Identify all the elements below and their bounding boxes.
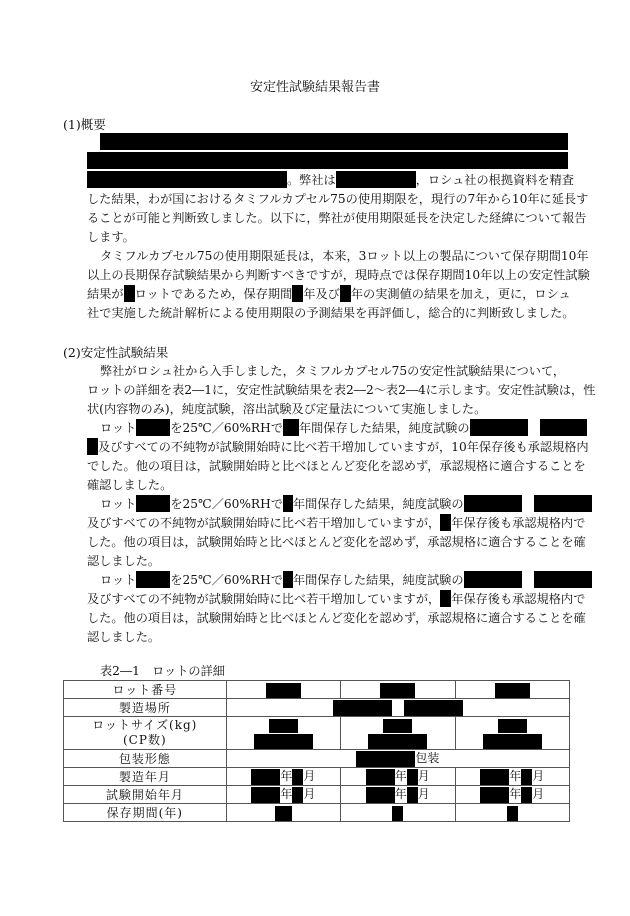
document-title: 安定性試験結果報告書 bbox=[249, 80, 380, 95]
redaction bbox=[464, 495, 522, 512]
text: 年 bbox=[394, 787, 407, 802]
row-label: 製造年月 bbox=[64, 768, 227, 786]
redaction bbox=[521, 769, 532, 785]
text: ロット bbox=[100, 497, 137, 511]
redaction bbox=[534, 495, 592, 512]
text-line: 認しました。 bbox=[87, 630, 161, 644]
text-line: 弊社がロシュ社から入手しました，タミフルカプセル75の安定性試験結果について， bbox=[100, 364, 566, 378]
redaction bbox=[136, 419, 170, 436]
redacted-line bbox=[87, 152, 568, 171]
redaction bbox=[464, 571, 522, 588]
text-line: 認しました。 bbox=[87, 554, 161, 568]
text-line bbox=[87, 590, 586, 609]
section-heading-overview: (1)概要 bbox=[63, 117, 106, 132]
cell bbox=[455, 717, 569, 750]
cell bbox=[341, 804, 455, 822]
redaction bbox=[498, 719, 527, 733]
text: 月 bbox=[417, 769, 430, 784]
redaction bbox=[336, 171, 416, 188]
text-line bbox=[87, 171, 574, 190]
redaction bbox=[124, 285, 135, 302]
text: ロット bbox=[100, 421, 137, 435]
text: 年 bbox=[280, 787, 293, 802]
text: 及びすべての不純物が試験開始時に比べ若干増加していますが，10年保存後も承認規格内 bbox=[98, 440, 589, 454]
redaction bbox=[340, 285, 351, 302]
text: 及びすべての不純物が試験開始時に比べ若干増加していますが， bbox=[87, 516, 441, 530]
redaction bbox=[269, 719, 298, 733]
text: 年の実測値の結果を加え，更に，ロシュ bbox=[350, 287, 571, 301]
text: 年 bbox=[394, 769, 407, 784]
table-row bbox=[64, 699, 570, 717]
text: ロットであるため，保存期間 bbox=[134, 287, 293, 301]
table-row bbox=[64, 804, 570, 822]
redaction bbox=[380, 683, 415, 698]
cell bbox=[226, 681, 340, 699]
cell bbox=[455, 768, 569, 786]
text-line: した。他の項目は，試験開始時と比べほとんど変化を認めず，承認規格に適合することを確 bbox=[87, 611, 586, 625]
redaction bbox=[495, 683, 530, 698]
cell bbox=[226, 768, 340, 786]
text: 年及び bbox=[303, 287, 340, 301]
text: 年間保存した結果，純度試験の bbox=[298, 421, 470, 435]
text: 年 bbox=[509, 769, 522, 784]
row-label: 包装形態 bbox=[64, 750, 227, 768]
table-row bbox=[64, 717, 570, 750]
table-row bbox=[64, 750, 570, 768]
label-line: (CP数) bbox=[123, 733, 167, 747]
redaction bbox=[404, 700, 463, 716]
text: 月 bbox=[303, 787, 316, 802]
table-row bbox=[64, 768, 570, 786]
text-line bbox=[100, 571, 568, 590]
text: 月 bbox=[532, 769, 545, 784]
cell bbox=[341, 768, 455, 786]
text: 。弊社は bbox=[287, 173, 336, 187]
redaction bbox=[383, 719, 412, 733]
redaction bbox=[368, 734, 427, 749]
redaction bbox=[407, 769, 418, 785]
redaction bbox=[521, 787, 532, 803]
redaction bbox=[275, 806, 292, 821]
redaction bbox=[480, 769, 509, 785]
redaction bbox=[480, 787, 509, 803]
text-line: ロットの詳細を表2―1に，安定性試験結果を表2―2～表2―4に示します。安定性試験は，性 bbox=[87, 383, 596, 397]
redaction bbox=[392, 806, 403, 821]
text: 月 bbox=[532, 787, 545, 802]
redaction bbox=[440, 590, 451, 607]
text-line bbox=[100, 495, 568, 514]
text: 年保存後も承認規格内で bbox=[451, 516, 586, 530]
text: ロット bbox=[100, 573, 137, 587]
cell bbox=[455, 681, 569, 699]
lot-details-table bbox=[63, 680, 570, 822]
table-caption: 表2―1 ロットの詳細 bbox=[100, 664, 225, 678]
text-line bbox=[87, 438, 589, 457]
row-label: 製造場所 bbox=[64, 699, 227, 717]
text-line: でした。他の項目は，試験開始時と比べほとんど変化を認めず，承認規格に適合することを bbox=[87, 459, 586, 473]
cell bbox=[226, 750, 569, 768]
redaction bbox=[251, 769, 280, 785]
text: 年間保存した結果，純度試験の bbox=[292, 497, 464, 511]
redaction bbox=[534, 571, 592, 588]
redaction bbox=[440, 514, 451, 531]
redaction bbox=[356, 751, 415, 767]
redaction bbox=[470, 419, 528, 436]
text-line: 以上の長期保存試験結果から判断すべきですが，現時点では保存期間10年以上の安定性試験 bbox=[87, 268, 590, 282]
label-line: ロットサイズ(kg) bbox=[92, 718, 198, 732]
redaction bbox=[136, 495, 170, 512]
cell bbox=[341, 681, 455, 699]
redaction bbox=[292, 769, 303, 785]
redacted-line bbox=[100, 133, 568, 152]
text-line: します。 bbox=[87, 230, 135, 244]
text: を25℃／60%RHで bbox=[170, 421, 283, 435]
text: 月 bbox=[303, 769, 316, 784]
text: を25℃／60%RHで bbox=[170, 497, 283, 511]
text-line: ることが可能と判断致しました。以下に，弊社が使用期限延長を決定した経緯について報告 bbox=[87, 211, 587, 225]
redaction bbox=[283, 419, 299, 436]
redaction bbox=[87, 438, 98, 455]
text-line bbox=[100, 419, 568, 438]
redaction bbox=[87, 152, 568, 169]
text-line: タミフルカプセル75の使用期限延長は，本来，3ロット以上の製品について保存期間10年 bbox=[100, 249, 589, 263]
table-row bbox=[64, 786, 570, 804]
redaction bbox=[266, 683, 301, 698]
redaction bbox=[366, 769, 395, 785]
text-line: 状(内容物のみ)，純度試験，溶出試験及び定量法について実施しました。 bbox=[87, 402, 487, 416]
text-line: した。他の項目は，試験開始時と比べほとんど変化を認めず，承認規格に適合することを確 bbox=[87, 535, 586, 549]
redaction bbox=[254, 734, 313, 749]
text: 年保存後も承認規格内で bbox=[451, 592, 586, 606]
redaction bbox=[540, 419, 587, 436]
text: 及びすべての不純物が試験開始時に比べ若干増加していますが， bbox=[87, 592, 441, 606]
redaction bbox=[333, 700, 392, 716]
row-label bbox=[64, 717, 227, 750]
redaction bbox=[407, 787, 418, 803]
text: ，ロシュ社の根拠資料を精査 bbox=[415, 173, 574, 187]
text-line: 確認しました。 bbox=[87, 478, 173, 492]
redaction bbox=[136, 571, 170, 588]
row-label: 保存期間(年) bbox=[64, 804, 227, 822]
text: 年 bbox=[280, 769, 293, 784]
text: 包装 bbox=[415, 751, 440, 766]
redaction bbox=[507, 806, 518, 821]
text: 年間保存した結果，純度試験の bbox=[292, 573, 464, 587]
redaction bbox=[366, 787, 395, 803]
text: 結果が bbox=[87, 287, 124, 301]
text-line bbox=[87, 514, 586, 533]
cell bbox=[341, 786, 455, 804]
redaction bbox=[100, 133, 568, 150]
text-line: 社で実施した統計解析による使用期限の予測結果を再評価し，総合的に判断致しました。 bbox=[87, 306, 575, 320]
cell bbox=[226, 699, 569, 717]
row-label: ロット番号 bbox=[64, 681, 227, 699]
text: 年 bbox=[509, 787, 522, 802]
cell bbox=[455, 786, 569, 804]
redaction bbox=[292, 787, 303, 803]
section-heading-stability: (2)安定性試験結果 bbox=[63, 345, 169, 360]
cell bbox=[455, 804, 569, 822]
table-row bbox=[64, 681, 570, 699]
cell bbox=[226, 786, 340, 804]
redaction bbox=[251, 787, 280, 803]
cell bbox=[226, 804, 340, 822]
redaction bbox=[283, 571, 293, 588]
redaction bbox=[483, 734, 542, 749]
redaction bbox=[292, 285, 303, 302]
text: 月 bbox=[417, 787, 430, 802]
row-label: 試験開始年月 bbox=[64, 786, 227, 804]
redaction bbox=[87, 171, 287, 188]
cell bbox=[341, 717, 455, 750]
cell bbox=[226, 717, 340, 750]
redaction bbox=[283, 495, 293, 512]
text-line bbox=[87, 285, 571, 304]
text: を25℃／60%RHで bbox=[170, 573, 283, 587]
text-line: した結果，わが国におけるタミフルカプセル75の使用期限を，現行の7年から10年に延長す bbox=[87, 192, 589, 206]
